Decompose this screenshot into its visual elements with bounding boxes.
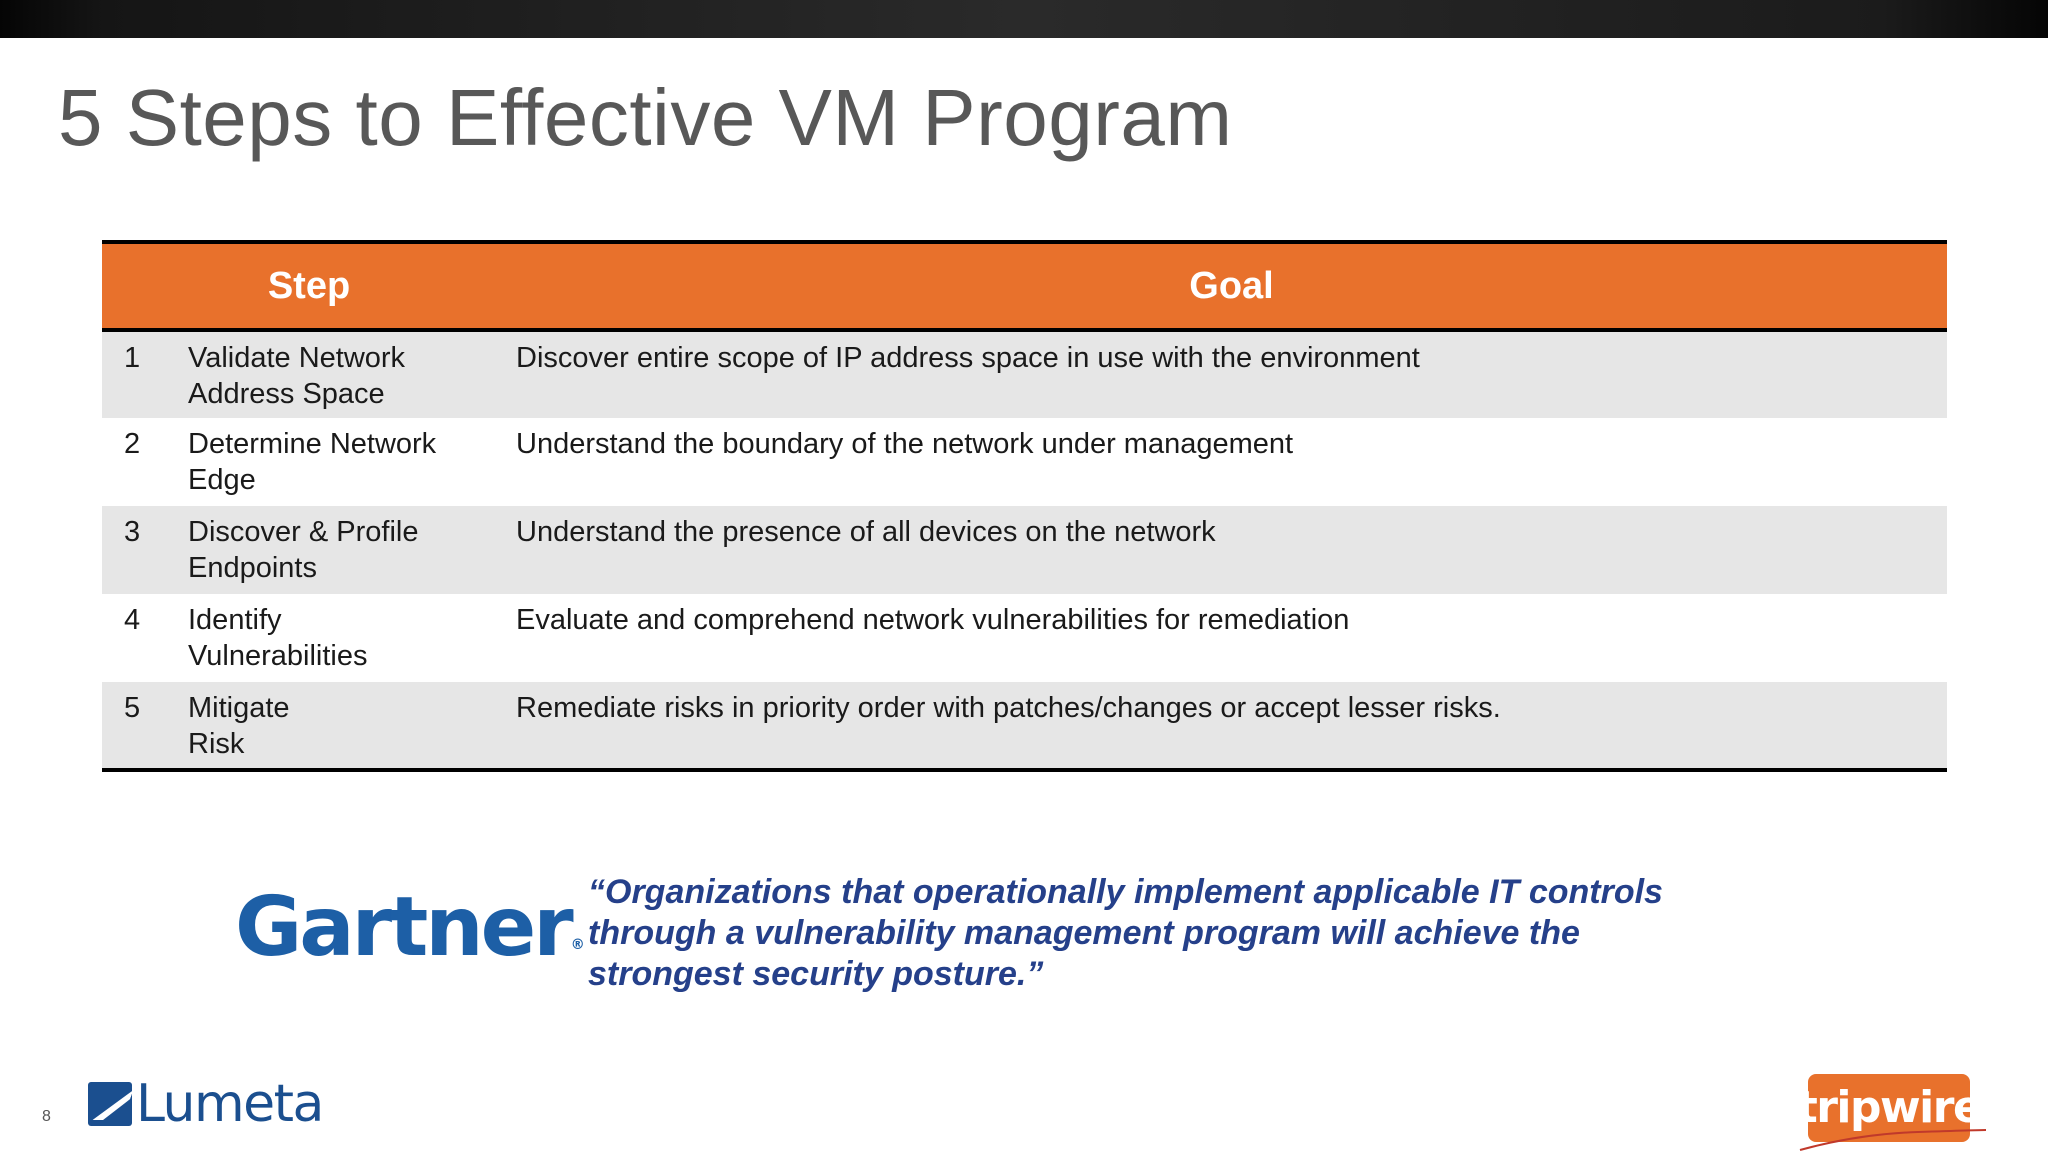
step-name: Identify Vulnerabilities: [188, 604, 368, 672]
page-number: 8: [42, 1108, 51, 1125]
step-number: 1: [124, 342, 141, 374]
quote-line: “Organizations that operationally implement applicable IT controls: [588, 873, 1663, 911]
step-name: Determine Network Edge: [188, 428, 437, 496]
tripwire-wire-icon: [1798, 1128, 1988, 1152]
lumeta-mark-icon: [88, 1082, 132, 1126]
tripwire-logo-text: tripwire: [1796, 1082, 1982, 1133]
slide-title: 5 Steps to Effective VM Program: [58, 73, 1233, 162]
top-banner: [0, 0, 2048, 38]
table-header-row: [102, 242, 1947, 330]
quote-line: through a vulnerability management program will achieve the: [588, 914, 1580, 952]
step-goal: Remediate risks in priority order with patches/changes or accept lesser risks.: [516, 682, 1947, 770]
step-name: Validate Network Address Space: [188, 342, 406, 410]
header-step: Step: [102, 242, 516, 330]
lumeta-logo: [88, 1074, 323, 1134]
step-number: 4: [124, 604, 141, 636]
step-number: 5: [102, 682, 186, 770]
step-goal: Discover entire scope of IP address space in use with the environment: [516, 342, 1420, 374]
step-goal: Understand the presence of all devices on the network: [516, 516, 1216, 548]
lumeta-logo-text: Lumeta: [136, 1074, 323, 1134]
step-name: Mitigate Risk: [186, 682, 516, 770]
step-goal: Understand the boundary of the network under management: [516, 428, 1294, 460]
steps-table-container: [102, 240, 1947, 772]
quote-line: strongest security posture.”: [588, 955, 1044, 993]
table-row: [102, 594, 1947, 682]
table-row: [102, 682, 1947, 770]
gartner-quote: [588, 872, 1728, 995]
header-goal: Goal: [516, 242, 1947, 330]
table-row: [102, 418, 1947, 506]
steps-table: [102, 240, 1947, 772]
table-row: [102, 330, 1947, 418]
step-number: 2: [124, 428, 141, 460]
step-number: 3: [124, 516, 141, 548]
gartner-logo: Gartner®: [235, 880, 585, 975]
step-name: Discover & Profile Endpoints: [188, 516, 419, 584]
table-row: [102, 506, 1947, 594]
step-goal: Evaluate and comprehend network vulnerabilities for remediation: [516, 604, 1350, 636]
